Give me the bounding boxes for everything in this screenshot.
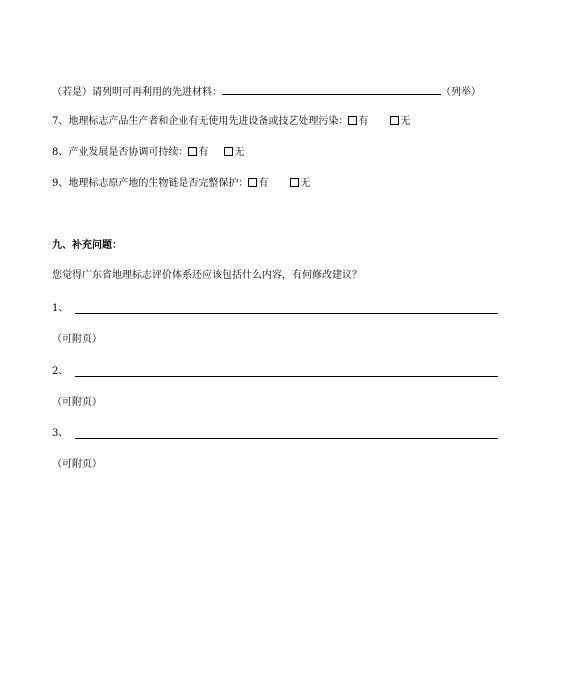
q7-yes-label: 有 xyxy=(358,116,369,127)
item-3-note: （可附页） xyxy=(52,459,102,470)
question-7-text: 7、地理标志产品生产者和企业有无使用先进设备或技艺处理污染： xyxy=(52,116,349,127)
followup-line xyxy=(52,84,481,100)
item-1-number: 1、 xyxy=(52,303,69,314)
q8-no-checkbox[interactable] xyxy=(224,147,233,156)
q9-no-checkbox[interactable] xyxy=(290,178,299,187)
item-3-number: 3、 xyxy=(52,428,69,439)
question-7 xyxy=(52,115,410,129)
question-8 xyxy=(52,146,244,160)
q9-no-label: 无 xyxy=(300,178,311,189)
question-9-text: 9、地理标志原产地的生物链是否完整保护： xyxy=(52,178,249,189)
item-1-note: （可附页） xyxy=(52,334,102,345)
item-2-note: （可附页） xyxy=(52,397,102,408)
materials-input-line[interactable] xyxy=(222,84,441,95)
item-2-answer-line[interactable] xyxy=(75,376,498,377)
q8-yes-checkbox[interactable] xyxy=(188,147,197,156)
section-9-heading: 九、补充问题： xyxy=(52,240,122,251)
q7-yes-checkbox[interactable] xyxy=(348,116,357,125)
followup-prefix: （若是）请列明可再利用的先进材料： xyxy=(52,87,222,98)
item-2-number: 2、 xyxy=(52,366,69,377)
question-9 xyxy=(52,177,310,191)
followup-suffix: （列举） xyxy=(441,87,481,98)
q7-no-label: 无 xyxy=(400,116,411,127)
section-9-question: 您觉得广东省地理标志评价体系还应该包括什么内容，有何修改建议？ xyxy=(52,270,362,281)
q8-no-label: 无 xyxy=(234,147,245,158)
item-3-answer-line[interactable] xyxy=(75,438,498,439)
q8-yes-label: 有 xyxy=(198,147,209,158)
q7-no-checkbox[interactable] xyxy=(390,116,399,125)
question-8-text: 8、产业发展是否协调可持续： xyxy=(52,147,189,158)
item-1-answer-line[interactable] xyxy=(75,313,498,314)
q9-yes-checkbox[interactable] xyxy=(248,178,257,187)
q9-yes-label: 有 xyxy=(258,178,269,189)
